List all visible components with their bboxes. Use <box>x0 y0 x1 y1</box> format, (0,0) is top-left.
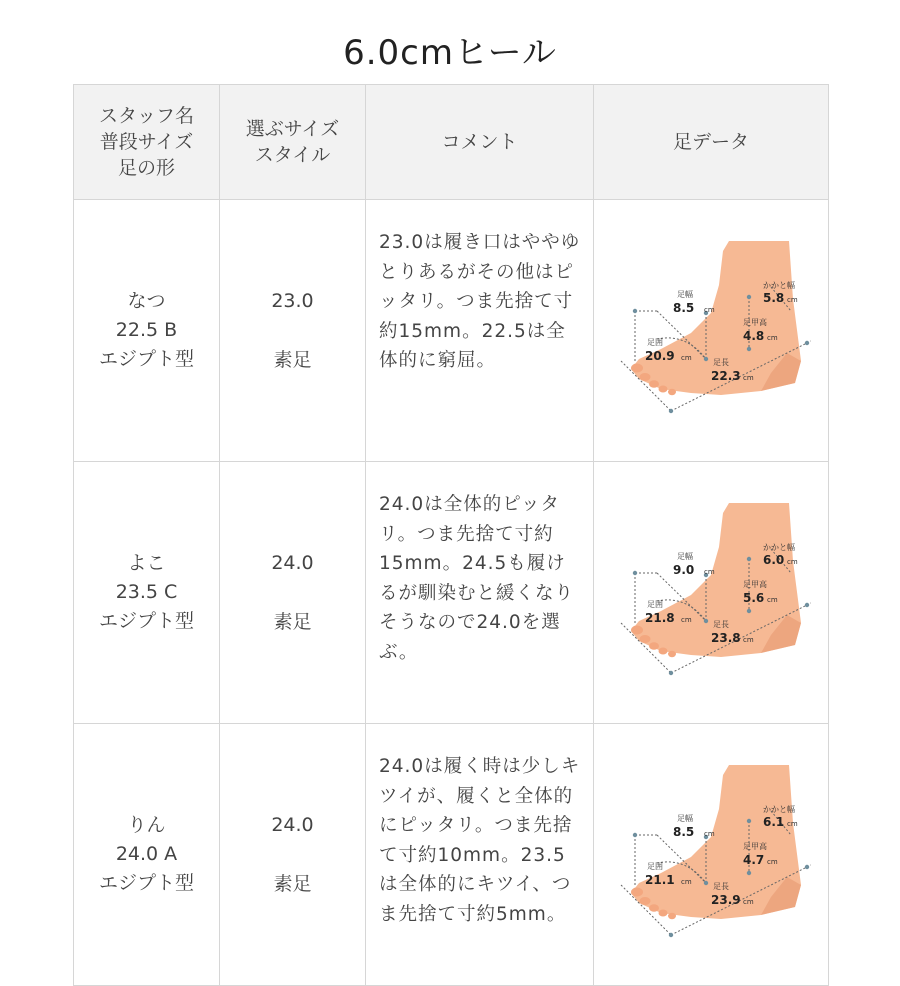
choice-cell <box>220 462 366 724</box>
style: 素足 <box>273 610 312 633</box>
instep-unit: cm <box>767 595 778 604</box>
usual-size: 24.0 A <box>115 843 178 865</box>
length-value: 22.3 <box>711 368 741 383</box>
table-row <box>74 724 829 986</box>
chosen-size: 24.0 <box>271 813 314 836</box>
heel-label: かかと幅 <box>763 804 795 814</box>
choice-cell <box>220 724 366 986</box>
staff-name: なつ <box>127 290 166 312</box>
length-label: 足長 <box>713 357 729 367</box>
foot-diagram <box>611 503 811 683</box>
header-chosen-size: 選ぶサイズ <box>245 118 340 140</box>
header-usual-size: 普段サイズ <box>99 131 194 153</box>
girth-value: 21.1 <box>645 872 675 887</box>
width-value: 8.5 <box>673 300 695 315</box>
staff-cell <box>74 724 220 986</box>
page-title: 6.0cmヒール <box>343 33 557 73</box>
style: 素足 <box>273 348 312 371</box>
length-unit: cm <box>743 897 754 906</box>
table-header-row <box>74 85 829 200</box>
header-choice <box>220 85 366 200</box>
chosen-size: 23.0 <box>271 289 314 312</box>
length-value: 23.8 <box>711 630 741 645</box>
girth-unit: cm <box>681 877 692 886</box>
comment-cell: 23.0は履き口はややゆとりあるがその他はピッタリ。つま先捨て寸約15mm。22.5は全体的に窮屈。 <box>366 200 594 462</box>
length-unit: cm <box>743 373 754 382</box>
width-unit: cm <box>704 305 715 314</box>
width-label: 足幅 <box>677 551 693 561</box>
chosen-size: 24.0 <box>271 551 314 574</box>
instep-value: 5.6 <box>743 590 765 605</box>
foot-data-cell <box>594 462 829 724</box>
heel-unit: cm <box>787 295 798 304</box>
instep-label: 足甲高 <box>743 841 767 851</box>
girth-unit: cm <box>681 615 692 624</box>
girth-unit: cm <box>681 353 692 362</box>
foot-diagram <box>611 241 811 421</box>
width-unit: cm <box>704 567 715 576</box>
girth-value: 21.8 <box>645 610 675 625</box>
length-label: 足長 <box>713 619 729 629</box>
length-unit: cm <box>743 635 754 644</box>
staff-name: よこ <box>127 552 166 574</box>
heel-unit: cm <box>787 819 798 828</box>
usual-size: 23.5 C <box>115 581 178 603</box>
foot-diagram <box>611 765 811 945</box>
staff-name: りん <box>127 814 166 836</box>
heel-unit: cm <box>787 557 798 566</box>
foot-shape: エジプト型 <box>98 348 194 370</box>
width-unit: cm <box>704 829 715 838</box>
width-label: 足幅 <box>677 813 693 823</box>
heel-value: 5.8 <box>763 290 785 305</box>
header-foot-shape: 足の形 <box>117 157 175 179</box>
foot-data-cell <box>594 200 829 462</box>
heel-label: かかと幅 <box>763 542 795 552</box>
usual-size: 22.5 B <box>115 319 178 341</box>
size-table <box>73 84 829 986</box>
width-value: 8.5 <box>673 824 695 839</box>
width-label: 足幅 <box>677 289 693 299</box>
heel-value: 6.1 <box>763 814 785 829</box>
instep-label: 足甲高 <box>743 579 767 589</box>
staff-cell <box>74 200 220 462</box>
header-staff-name: スタッフ名 <box>98 105 194 127</box>
instep-unit: cm <box>767 857 778 866</box>
comment-cell: 24.0は履く時は少しキツイが、履くと全体的にピッタリ。つま先捨て寸約10mm。23.5は全体的にキツイ、つま先捨て寸約5mm。 <box>366 724 594 986</box>
header-staff <box>74 85 220 200</box>
instep-value: 4.8 <box>743 328 765 343</box>
length-value: 23.9 <box>711 892 741 907</box>
girth-value: 20.9 <box>645 348 675 363</box>
foot-data-cell <box>594 724 829 986</box>
instep-unit: cm <box>767 333 778 342</box>
girth-label: 足囲 <box>647 337 663 347</box>
staff-cell <box>74 462 220 724</box>
instep-label: 足甲高 <box>743 317 767 327</box>
header-foot-data: 足データ <box>594 85 829 200</box>
heel-value: 6.0 <box>763 552 785 567</box>
header-style: スタイル <box>254 144 331 166</box>
header-comment: コメント <box>366 85 594 200</box>
girth-label: 足囲 <box>647 599 663 609</box>
instep-value: 4.7 <box>743 852 765 867</box>
foot-shape: エジプト型 <box>98 610 194 632</box>
style: 素足 <box>273 872 312 895</box>
choice-cell <box>220 200 366 462</box>
comment-cell: 24.0は全体的ピッタリ。つま先捨て寸約15mm。24.5も履けるが馴染むと緩くなりそうなので24.0を選ぶ。 <box>366 462 594 724</box>
table-row <box>74 462 829 724</box>
girth-label: 足囲 <box>647 861 663 871</box>
foot-shape: エジプト型 <box>98 872 194 894</box>
heel-label: かかと幅 <box>763 280 795 290</box>
table-row <box>74 200 829 462</box>
length-label: 足長 <box>713 881 729 891</box>
width-value: 9.0 <box>673 562 695 577</box>
